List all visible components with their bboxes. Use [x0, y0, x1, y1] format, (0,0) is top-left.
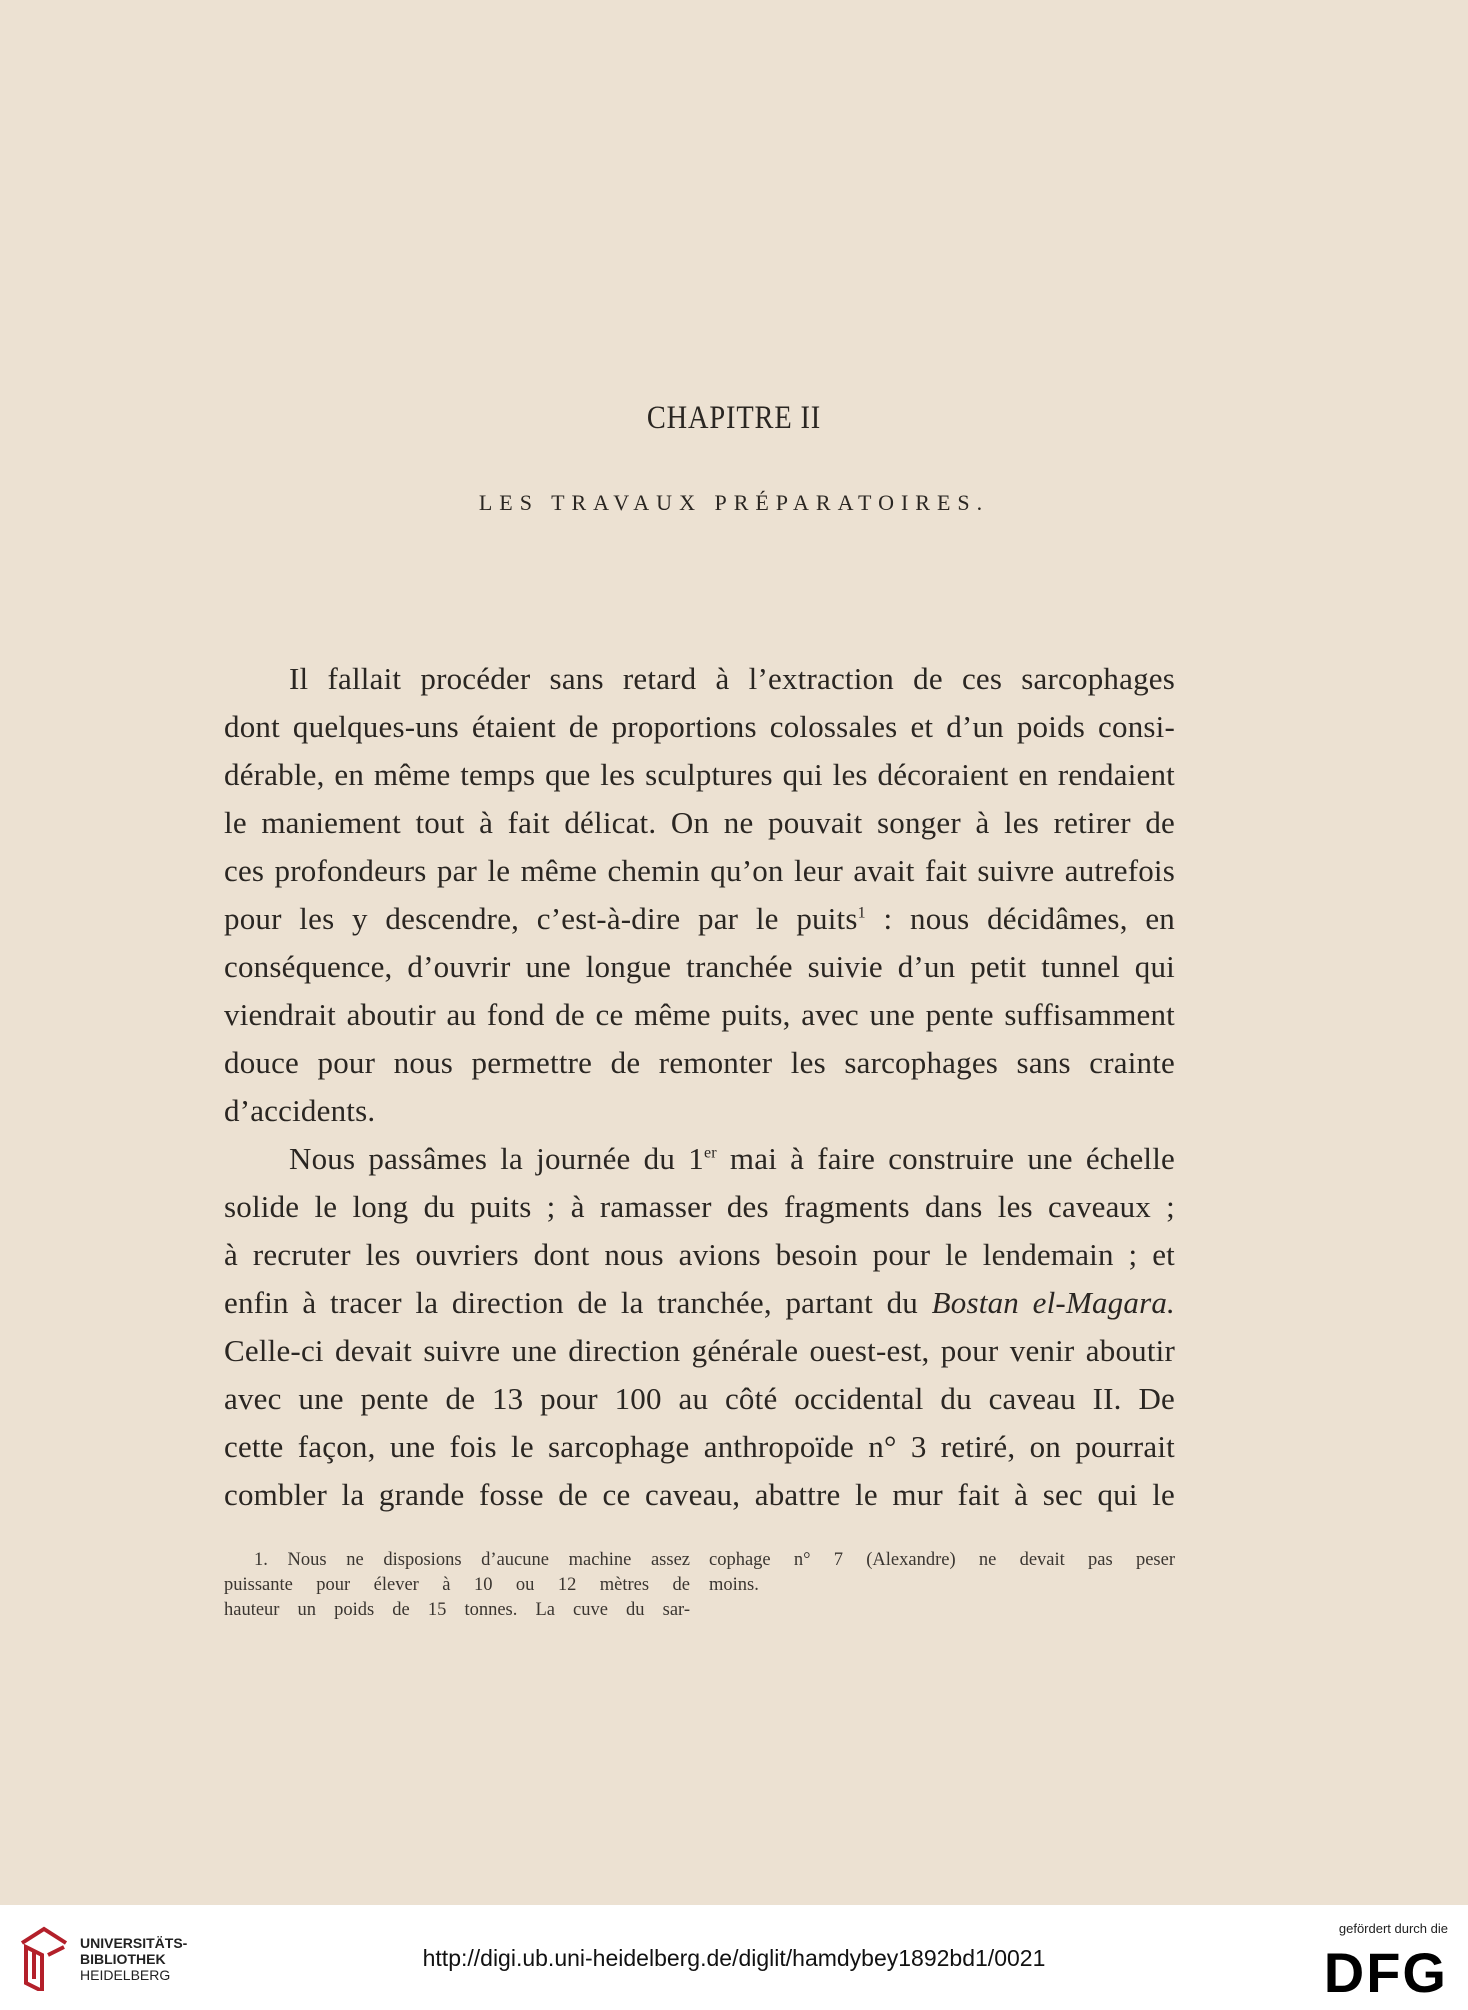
- body-text: [224, 655, 1175, 1519]
- footnote-line: moins.: [709, 1575, 759, 1595]
- text-fragment: mai à faire construire une échelle: [716, 1141, 1175, 1176]
- footnote-line: hauteur un poids de 15 tonnes. La cuve du sar-: [224, 1600, 690, 1620]
- logo-line: HEIDELBERG: [80, 1967, 171, 1983]
- footnote-column-1: [224, 1548, 690, 1623]
- chapter-subtitle: LES TRAVAUX PRÉPARATOIRES.: [478, 490, 990, 515]
- footnote-ref: 1: [857, 904, 866, 922]
- text-line: Celle-ci devait suivre une direction générale ouest-est, pour venir aboutir: [224, 1333, 1175, 1368]
- logo-line: UNIVERSITÄTS-: [80, 1935, 188, 1951]
- text-line: solide le long du puits ; à ramasser des fragments dans les caveaux ;: [224, 1189, 1175, 1224]
- text-line: viendrait aboutir au fond de ce même puits, avec une pente suffisamment: [224, 997, 1175, 1032]
- text-line: [224, 1279, 1175, 1327]
- text-fragment: pour les y descendre, c’est-à-dire par le puits: [224, 901, 858, 936]
- text-line: avec une pente de 13 pour 100 au côté occidental du caveau II. De: [224, 1381, 1175, 1416]
- footnotes: [224, 1548, 1175, 1623]
- footnote-line: cophage n° 7 (Alexandre) ne devait pas peser: [709, 1550, 1175, 1570]
- text-line: ces profondeurs par le même chemin qu’on leur avait fait suivre autrefois: [224, 853, 1175, 888]
- permalink-url[interactable]: http://digi.ub.uni-heidelberg.de/diglit/hamdybey1892bd1/0021: [422, 1945, 1046, 1971]
- text-line: dont quelques-uns étaient de proportions colossales et d’un poids consi-: [224, 709, 1175, 744]
- footnote-column-2: [709, 1548, 1175, 1623]
- text-fragment: Nous passâmes la journée du: [289, 1141, 676, 1176]
- text-line: douce pour nous permettre de remonter les sarcophages sans crainte: [224, 1045, 1175, 1080]
- chapter-title: CHAPITRE II: [646, 400, 822, 436]
- funder-label: gefördert durch die: [1338, 1921, 1448, 1936]
- logo-line: BIBLIOTHEK: [80, 1951, 166, 1967]
- text-fragment: enfin à tracer la direction de la tranchée, partant du: [224, 1285, 918, 1320]
- text-line: à recruter les ouvriers dont nous avions besoin pour le lendemain ; et: [224, 1237, 1175, 1272]
- date-number: 1: [688, 1141, 704, 1176]
- text-fragment: : nous décidâmes, en: [865, 901, 1175, 936]
- text-line: [224, 895, 1175, 943]
- footnote-line: 1. Nous ne disposions d’aucune machine assez: [254, 1550, 690, 1570]
- text-line: conséquence, d’ouvrir une longue tranchée suivie d’un petit tunnel qui: [224, 949, 1175, 984]
- ordinal-sup: er: [703, 1144, 717, 1162]
- text-line: combler la grande fosse de ce caveau, abattre le mur fait à sec qui le: [224, 1477, 1175, 1512]
- text-line: dérable, en même temps que les sculptures qui les décoraient en rendaient: [224, 757, 1175, 792]
- text-line: cette façon, une fois le sarcophage anthropoïde n° 3 retiré, on pourrait: [224, 1429, 1175, 1464]
- text-line: Il fallait procéder sans retard à l’extraction de ces sarcophages: [289, 661, 1175, 696]
- place-name: Bostan el-Magara.: [931, 1285, 1175, 1320]
- text-line: le maniement tout à fait délicat. On ne pouvait songer à les retirer de: [224, 805, 1175, 840]
- footnote-line: puissante pour élever à 10 ou 12 mètres de: [224, 1575, 690, 1595]
- text-line: d’accidents.: [224, 1093, 376, 1128]
- text-line: [224, 1135, 1175, 1183]
- dfg-logo: DFG: [1323, 1941, 1448, 2004]
- footer-bar: [0, 1905, 1468, 2010]
